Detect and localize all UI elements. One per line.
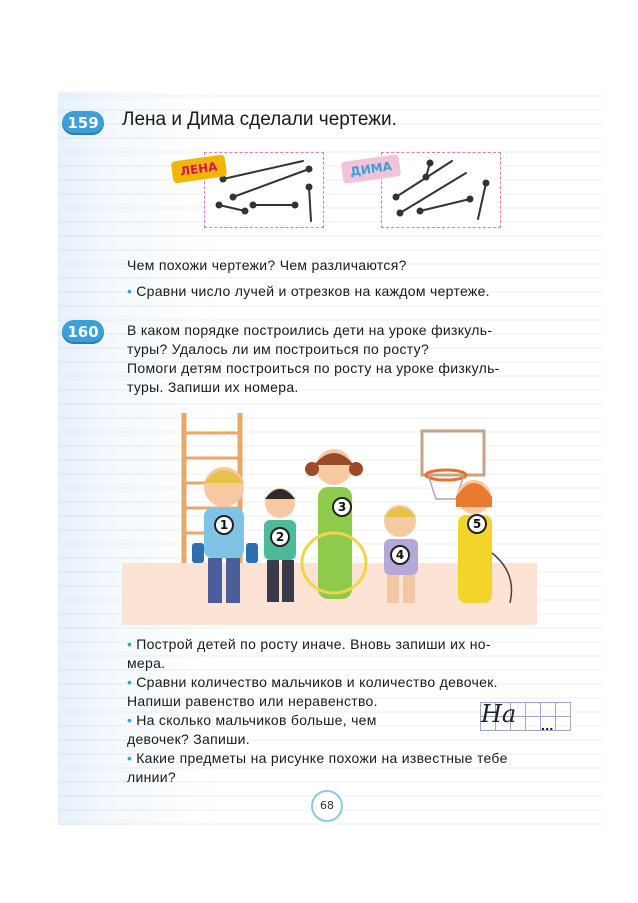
- child-number-3: 3: [337, 500, 347, 514]
- dima-ray-1-origin: [394, 195, 399, 200]
- handwritten-sample: На: [481, 700, 517, 728]
- bullet-icon: •: [127, 750, 133, 766]
- handwriting-ellipsis: ...: [541, 717, 554, 733]
- bullet-icon: •: [127, 283, 133, 299]
- lena-ray-2: [309, 187, 311, 221]
- dima-segment-2-end-b: [428, 161, 433, 166]
- task-160-bullet-3: [127, 711, 377, 730]
- bullet-1-line-1: Построй детей по росту иначе. Вновь запиши их но-: [136, 636, 491, 652]
- lena-segment-1-end-a: [231, 195, 236, 200]
- task-159-title: Лена и Дима сделали чертежи.: [122, 109, 397, 130]
- lena-segment-1-end-b: [307, 167, 312, 172]
- task-160-line-4: туры. Запиши их номера.: [127, 379, 299, 395]
- dima-segment-1-end-a: [418, 209, 423, 214]
- dima-ray-3: [478, 183, 486, 219]
- child-number-2: 2: [275, 530, 285, 544]
- task-160-bullet-1: [127, 635, 491, 654]
- child-number-4: 4: [395, 548, 405, 562]
- bullet-icon: •: [127, 636, 133, 652]
- task-159-question: Чем похожи чертежи? Чем различаются?: [127, 257, 407, 273]
- bullet-4-line-1: Какие предметы на рисунке похожи на известные тебе: [136, 750, 508, 766]
- bullet-icon: •: [127, 712, 133, 728]
- bullet-1-line-2: мера.: [127, 655, 166, 671]
- bullet-4-line-2: линии?: [127, 769, 176, 785]
- lena-segment-2-end-a: [217, 203, 222, 208]
- task-160-bullet-4: [127, 749, 508, 768]
- dima-label: ДИМА: [341, 154, 401, 184]
- bullet-3-line-2: девочек? Запиши.: [127, 731, 250, 747]
- dima-segment-1-end-b: [468, 197, 473, 202]
- dima-ray-3-origin: [484, 181, 489, 186]
- bullet-3-line-1: На сколько мальчиков больше, чем: [136, 712, 377, 728]
- lena-ray-1-origin: [221, 177, 226, 182]
- dima-ray-2-origin: [398, 211, 403, 216]
- gym-illustration: [122, 403, 537, 625]
- task-number-badge-159: 159: [62, 111, 104, 135]
- lena-label: ЛЕНА: [171, 154, 227, 183]
- lena-segment-3-end-b: [293, 203, 298, 208]
- dima-segment-2-end-a: [424, 175, 429, 180]
- task-160-bullet-2: [127, 673, 498, 692]
- lena-segment-3-end-a: [251, 203, 256, 208]
- lena-segment-2-end-b: [243, 209, 248, 214]
- page-number: 68: [311, 790, 343, 822]
- dima-segment-1: [420, 199, 470, 211]
- task-160-line-3: Помоги детям построиться по росту на уроке физкуль-: [127, 360, 500, 376]
- bullet-2-line-1: Сравни количество мальчиков и количество девочек.: [136, 674, 498, 690]
- lena-ray-2-origin: [307, 185, 312, 190]
- task-159-hint: [127, 282, 490, 301]
- task-number-badge-160: 160: [62, 320, 104, 344]
- bullet-icon: •: [127, 674, 133, 690]
- task-159-hint-text: Сравни число лучей и отрезков на каждом чертеже.: [136, 283, 490, 299]
- child-number-1: 1: [219, 518, 229, 532]
- lena-segment-2: [219, 205, 245, 211]
- bullet-2-line-2: Напиши равенство или неравенство.: [127, 693, 378, 709]
- task-160-line-1: В каком порядке построились дети на уроке физкуль-: [127, 322, 493, 338]
- task-160-line-2: туры? Удалось ли им построиться по росту?: [127, 341, 430, 357]
- child-number-5: 5: [472, 517, 482, 531]
